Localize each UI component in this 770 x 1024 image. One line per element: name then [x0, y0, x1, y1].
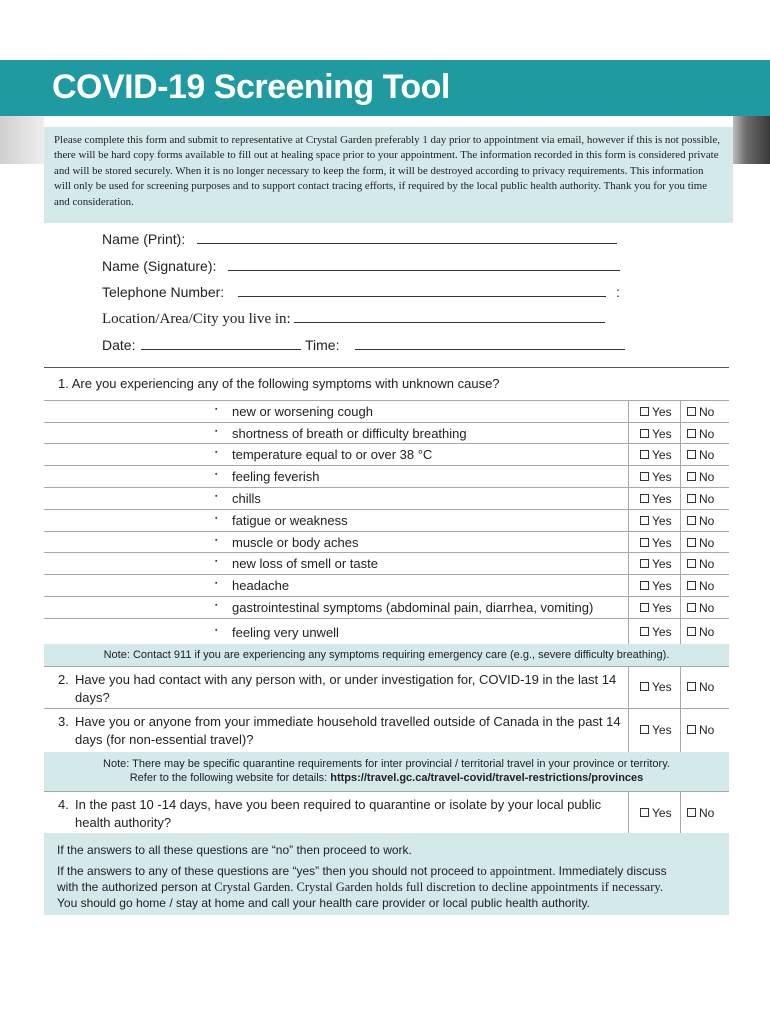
final-line-3a: with the authorized person at — [57, 880, 212, 894]
question-3-text — [58, 713, 628, 749]
symptom-no-option[interactable] — [680, 510, 730, 532]
no-label: No — [699, 492, 715, 506]
question-3-number: 3. — [58, 714, 69, 729]
symptom-no-option[interactable] — [680, 466, 730, 488]
checkbox-icon[interactable] — [687, 516, 696, 525]
yes-label: Yes — [652, 680, 672, 694]
symptom-yes-option[interactable] — [628, 444, 681, 466]
checkbox-icon[interactable] — [640, 725, 649, 734]
symptom-row — [44, 400, 729, 423]
section-divider — [44, 367, 729, 368]
checkbox-icon[interactable] — [687, 559, 696, 568]
final-line-4: You should go home / stay at home and call your health care provider or local public health authority. — [57, 896, 590, 910]
symptom-yes-option[interactable] — [628, 619, 681, 645]
yes-label: Yes — [652, 806, 672, 820]
symptom-row — [44, 465, 729, 488]
no-label: No — [699, 723, 715, 737]
no-label: No — [699, 448, 715, 462]
final-line-2b: to appointment. — [473, 864, 559, 878]
checkbox-icon[interactable] — [640, 429, 649, 438]
symptom-label: ▪ headache — [232, 578, 289, 593]
no-label: No — [699, 579, 715, 593]
intro-text: Please complete this form and submit to representative at Crystal Garden preferably 1 day prior to appointment via email, however if this is not possible, there will be hard copy forms available to fill out at healing space prior to your appointment. The information recorded in this form is considered private and will be stored securely. When it is no longer necessary to keep the form, it will be destroyed according to privacy requirements. This information will only be used for screening purposes and to support contact tracing efforts, if required by the local public health authority. Thank you for you time and consideration. — [44, 127, 733, 223]
symptom-row — [44, 552, 729, 575]
date-line[interactable] — [141, 337, 301, 350]
symptom-no-option[interactable] — [680, 423, 730, 444]
checkbox-icon[interactable] — [687, 494, 696, 503]
checkbox-icon[interactable] — [640, 581, 649, 590]
yes-label: Yes — [652, 405, 672, 419]
travel-restrictions-link[interactable]: https://travel.gc.ca/travel-covid/travel-restrictions/provinces — [330, 772, 644, 784]
time-label: Time: — [305, 337, 340, 353]
symptom-label: ▪ feeling very unwell — [232, 625, 339, 640]
checkbox-icon[interactable] — [640, 494, 649, 503]
question-2-text — [58, 671, 628, 707]
date-label: Date: — [102, 337, 136, 353]
name-signature-field[interactable] — [102, 258, 620, 274]
no-label: No — [699, 470, 715, 484]
symptom-no-option[interactable] — [680, 488, 730, 510]
symptom-row — [44, 618, 729, 645]
name-print-field[interactable] — [102, 231, 617, 247]
checkbox-icon[interactable] — [687, 450, 696, 459]
name-signature-label: Name (Signature): — [102, 258, 217, 274]
symptom-row — [44, 596, 729, 619]
checkbox-icon[interactable] — [687, 682, 696, 691]
checkbox-icon[interactable] — [687, 581, 696, 590]
final-line-2a: If the answers to any of these questions are “yes” then you should not proceed — [57, 864, 474, 878]
checkbox-icon[interactable] — [687, 472, 696, 481]
question-4-row — [44, 791, 729, 833]
symptom-row — [44, 574, 729, 597]
name-print-line[interactable] — [197, 231, 617, 244]
yes-label: Yes — [652, 557, 672, 571]
symptom-no-option[interactable] — [680, 444, 730, 466]
question-2-yes[interactable] — [628, 667, 681, 708]
final-instructions — [44, 833, 729, 915]
question-4-body: In the past 10 -14 days, have you been required to quarantine or isolate by your local public health authority? — [75, 797, 602, 830]
telephone-field[interactable] — [102, 284, 620, 300]
symptom-no-option[interactable] — [680, 575, 730, 597]
yes-label: Yes — [652, 723, 672, 737]
no-label: No — [699, 806, 715, 820]
symptom-label: ▪ temperature equal to or over 38 °C — [232, 447, 432, 462]
question-3-no[interactable] — [680, 709, 730, 752]
no-label: No — [699, 427, 715, 441]
symptom-no-option[interactable] — [680, 532, 730, 553]
symptom-yes-option[interactable] — [628, 510, 681, 532]
yes-label: Yes — [652, 536, 672, 550]
checkbox-icon[interactable] — [687, 725, 696, 734]
question-4-no[interactable] — [680, 792, 730, 833]
checkbox-icon[interactable] — [640, 603, 649, 612]
symptom-no-option[interactable] — [680, 597, 730, 619]
symptom-label: ▪ muscle or body aches — [232, 535, 358, 550]
telephone-line[interactable] — [238, 284, 606, 297]
question-3-row — [44, 708, 729, 752]
symptom-label: ▪ fatigue or weakness — [232, 513, 348, 528]
symptom-label: ▪ new loss of smell or taste — [232, 556, 378, 571]
no-label: No — [699, 601, 715, 615]
symptom-row — [44, 422, 729, 444]
no-label: No — [699, 405, 715, 419]
name-print-label: Name (Print): — [102, 231, 186, 247]
question-4-number: 4. — [58, 797, 69, 812]
yes-label: Yes — [652, 514, 672, 528]
travel-note-refer: Refer to the following website for details: — [129, 772, 328, 784]
question-2-no[interactable] — [680, 667, 730, 708]
yes-label: Yes — [652, 470, 672, 484]
symptom-label: ▪ gastrointestinal symptoms (abdominal pain, diarrhea, vomiting) — [232, 600, 593, 615]
name-signature-line[interactable] — [228, 258, 620, 271]
checkbox-icon[interactable] — [640, 682, 649, 691]
location-line[interactable] — [294, 310, 605, 323]
question-1-text: 1. Are you experiencing any of the following symptoms with unknown cause? — [58, 376, 500, 391]
yes-label: Yes — [652, 601, 672, 615]
symptom-row — [44, 531, 729, 553]
checkbox-icon[interactable] — [687, 538, 696, 547]
checkbox-icon[interactable] — [687, 429, 696, 438]
question-2-number: 2. — [58, 672, 69, 687]
symptom-no-option[interactable] — [680, 401, 730, 423]
symptom-yes-option[interactable] — [628, 575, 681, 597]
symptom-label: ▪ new or worsening cough — [232, 404, 373, 419]
symptom-label: ▪ shortness of breath or difficulty breathing — [232, 426, 467, 441]
checkbox-icon[interactable] — [640, 559, 649, 568]
symptom-yes-option[interactable] — [628, 466, 681, 488]
symptom-label: ▪ feeling feverish — [232, 469, 319, 484]
symptom-yes-option[interactable] — [628, 401, 681, 423]
question-2-row — [44, 666, 729, 708]
time-line[interactable] — [355, 337, 625, 350]
travel-note-line2 — [44, 771, 729, 785]
checkbox-icon[interactable] — [640, 516, 649, 525]
checkbox-icon[interactable] — [640, 538, 649, 547]
symptom-yes-option[interactable] — [628, 597, 681, 619]
yes-label: Yes — [652, 579, 672, 593]
question-3-body: Have you or anyone from your immediate household travelled outside of Canada in the past 14 days (for non-essential travel)? — [75, 714, 621, 747]
no-label: No — [699, 536, 715, 550]
question-4-text — [58, 796, 628, 832]
checkbox-icon[interactable] — [687, 407, 696, 416]
telephone-label: Telephone Number: — [102, 284, 225, 300]
yes-label: Yes — [652, 448, 672, 462]
question-3-yes[interactable] — [628, 709, 681, 752]
checkbox-icon[interactable] — [640, 808, 649, 817]
travel-note-line1: Note: There may be specific quarantine requirements for inter provincial / territorial travel in your province or territory. — [103, 758, 670, 770]
telephone-suffix: : — [615, 284, 620, 300]
location-label: Location/Area/City you live in: — [102, 311, 291, 327]
symptom-row — [44, 487, 729, 510]
final-line-2 — [57, 863, 717, 879]
emergency-note: Note: Contact 911 if you are experiencing any symptoms requiring emergency care (e.g., severe difficulty breathing). — [44, 644, 729, 666]
symptom-yes-option[interactable] — [628, 423, 681, 444]
date-time-field[interactable] — [102, 337, 625, 353]
symptom-yes-option[interactable] — [628, 553, 681, 575]
checkbox-icon[interactable] — [640, 627, 649, 636]
yes-label: Yes — [652, 427, 672, 441]
symptom-row — [44, 443, 729, 466]
checkbox-icon[interactable] — [687, 808, 696, 817]
symptom-no-option[interactable] — [680, 553, 730, 575]
symptom-yes-option[interactable] — [628, 488, 681, 510]
question-4-yes[interactable] — [628, 792, 681, 833]
checkbox-icon[interactable] — [640, 450, 649, 459]
checkbox-icon[interactable] — [687, 627, 696, 636]
final-line-3b: Crystal Garden. Crystal Garden holds full discretion to decline appointments if necessary. — [211, 880, 663, 894]
location-field[interactable] — [102, 310, 605, 328]
final-line-3 — [57, 879, 717, 895]
final-line-1: If the answers to all these questions are “no” then proceed to work. — [57, 843, 412, 857]
final-line-2c: Immediately discuss — [558, 864, 667, 878]
yes-label: Yes — [652, 625, 672, 639]
header-dark-corner — [733, 116, 770, 164]
symptom-no-option[interactable] — [680, 619, 730, 645]
symptom-label: ▪ chills — [232, 491, 261, 506]
yes-label: Yes — [652, 492, 672, 506]
header-left-shade — [0, 116, 44, 164]
symptom-yes-option[interactable] — [628, 532, 681, 553]
travel-note — [44, 752, 729, 791]
no-label: No — [699, 557, 715, 571]
symptom-row — [44, 509, 729, 532]
question-2-body: Have you had contact with any person with, or under investigation for, COVID-19 in the last 14 days? — [75, 672, 617, 705]
checkbox-icon[interactable] — [640, 472, 649, 481]
no-label: No — [699, 680, 715, 694]
checkbox-icon[interactable] — [687, 603, 696, 612]
page-title: COVID-19 Screening Tool — [52, 68, 450, 106]
checkbox-icon[interactable] — [640, 407, 649, 416]
no-label: No — [699, 514, 715, 528]
no-label: No — [699, 625, 715, 639]
